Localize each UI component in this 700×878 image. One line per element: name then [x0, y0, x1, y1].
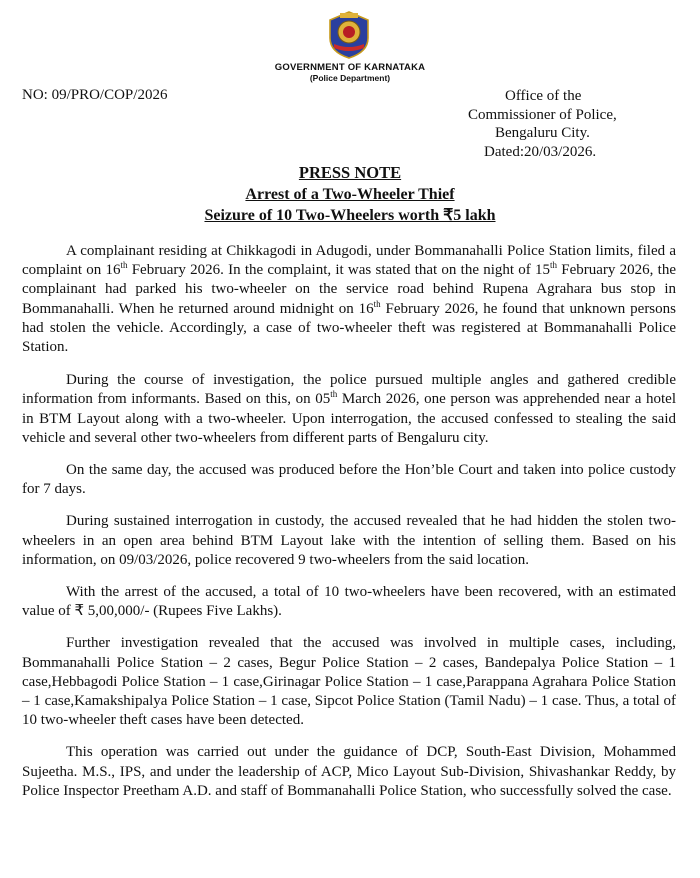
paragraph-complaint: A complainant residing at Chikkagodi in Adugodi, under Bommanahalli Police Station limits, filed a complaint on 16th February 2026. In the complaint, it was stated that on the night of 15th February 2026, the complainant had parked his two-wheeler on the service road behind Rupena Agrahara bus stop in Bommanahalli. When he returned around midnight on 16th February 2026, he found that unknown persons had stolen the vehicle. Accordingly, a case of two-wheeler theft was registered at Bommanahalli Police Station.	[22, 243, 676, 356]
office-date: Dated:20/03/2026.	[484, 143, 597, 160]
headline: Arrest of a Two-Wheeler Thief	[245, 185, 455, 203]
paragraph-recovery: During sustained interrogation in custody, the accused revealed that he had hidden the stolen two-wheelers in an open area behind BTM Layout lake with the intention of selling them. Based on his information, on 09/03/2026, police recovered 9 two-wheelers from the said location.	[22, 513, 676, 568]
department-subtitle: (Police Department)	[309, 73, 391, 83]
police-emblem-icon	[320, 8, 378, 60]
reference-number: NO: 09/PRO/COP/2026	[22, 87, 168, 103]
paragraph-custody: On the same day, the accused was produced before the Hon’ble Court and taken into police custody for 7 days.	[22, 462, 676, 498]
paragraph-cases: Further investigation revealed that the accused was involved in multiple cases, including, Bommanahalli Police Station – 2 cases, Begur Police Station – 2 cases, Bandepalya Police Station – 1 case,Hebbagodi Police Station – 1 case,Girinagar Police Station – 1 case,Parappana Agrahara Police Station – 1 case,Kamakshipalya Police Station – 1 case, Sipcot Police Station (Tamil Nadu) – 1 case. Thus, a total of 10 two-wheeler theft cases have been detected.	[22, 635, 676, 729]
office-line: Commissioner of Police,	[468, 106, 617, 123]
title-block	[0, 162, 700, 227]
subheadline: Seizure of 10 Two-Wheelers worth ₹5 lakh	[204, 207, 496, 224]
press-note-title: PRESS NOTE	[298, 163, 402, 182]
office-line: Office of the	[505, 88, 582, 104]
paragraph-total-recovered: With the arrest of the accused, a total of 10 two-wheelers have been recovered, with an estimated value of ₹ 5,00,000/- (Rupees Five Lakhs).	[22, 584, 676, 620]
office-address	[468, 87, 668, 161]
press-note-body	[22, 242, 676, 814]
government-title: GOVERNMENT OF KARNATAKA	[274, 62, 426, 73]
office-line: Bengaluru City.	[495, 125, 590, 141]
paragraph-investigation: During the course of investigation, the police pursued multiple angles and gathered credible information from informants. Based on this, on 05th March 2026, one person was apprehended near a hotel in BTM Layout along with a two-wheeler. Upon interrogation, the accused confessed to stealing the said vehicle and several other two-wheelers from different parts of Bengaluru city.	[22, 372, 676, 446]
paragraph-credits: This operation was carried out under the guidance of DCP, South-East Division, Mohammed Sujeetha. M.S., IPS, and under the leadership of ACP, Mico Layout Sub-Division, Shivashankar Reddy, by Police Inspector Preetham A.D. and staff of Bommanahalli Police Station, who successfully solved the case.	[22, 744, 676, 799]
